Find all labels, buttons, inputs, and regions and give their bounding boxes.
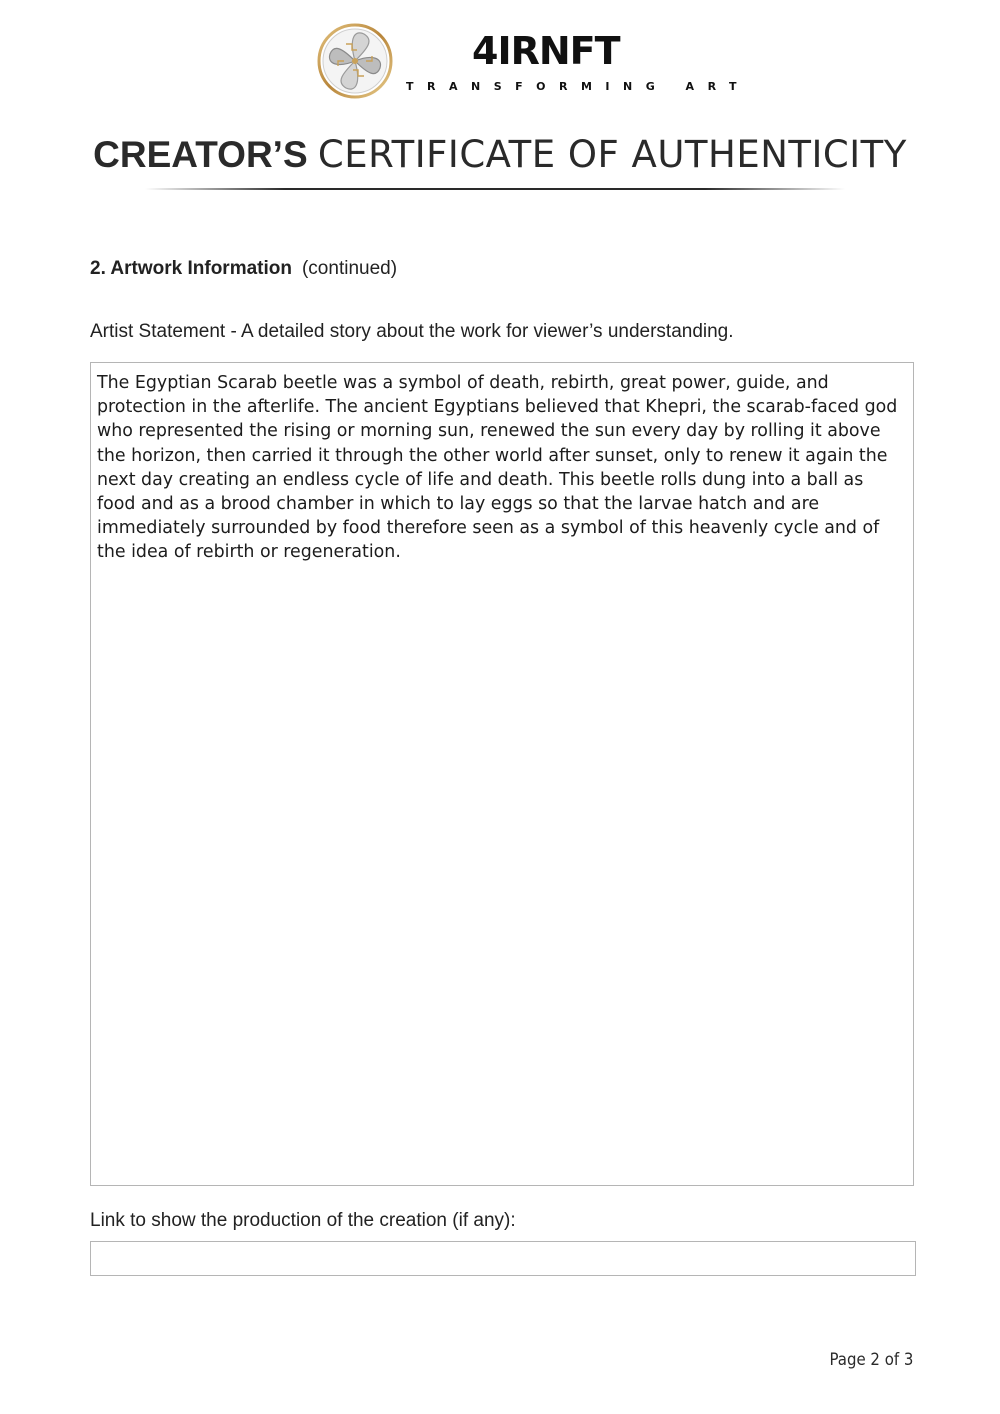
section-heading xyxy=(90,258,397,281)
brand-logo xyxy=(316,22,751,102)
page-number: Page 2 of 3 xyxy=(829,1350,913,1370)
artist-statement-label: Artist Statement - A detailed story about the work for viewer’s understanding. xyxy=(90,321,734,342)
page-title-rest: CERTIFICATE OF AUTHENTICITY xyxy=(317,133,907,176)
brand-name: 4IRNFT xyxy=(472,29,620,73)
brand-tagline: TRANSFORMING ART xyxy=(406,80,751,93)
production-link-label: Link to show the production of the creation (if any): xyxy=(90,1210,516,1231)
section-suffix: (continued) xyxy=(301,258,398,279)
title-divider xyxy=(145,188,845,190)
production-link-field[interactable] xyxy=(90,1241,916,1276)
infinity-emblem-icon xyxy=(316,22,394,100)
artist-statement-field[interactable]: The Egyptian Scarab beetle was a symbol of death, rebirth, great power, guide, and protection in the afterlife. The ancient Egyptians believed that Khepri, the scarab-faced god who represented the rising or morning sun, renewed the sun every day by rolling it above the horizon, then carried it through the other world after sunset, only to renew it again the next day creating an endless cycle of life and death. This beetle rolls dung into a ball as food and as a brood chamber in which to lay eggs so that the larvae hatch and are immediately surrounded by food therefore seen as a symbol of this heavenly cycle and of the idea of rebirth or regeneration. xyxy=(90,362,914,1186)
page-title xyxy=(0,133,1000,176)
section-title: 2. Artwork Information xyxy=(90,258,292,279)
page-title-bold: CREATOR’S xyxy=(93,134,308,175)
